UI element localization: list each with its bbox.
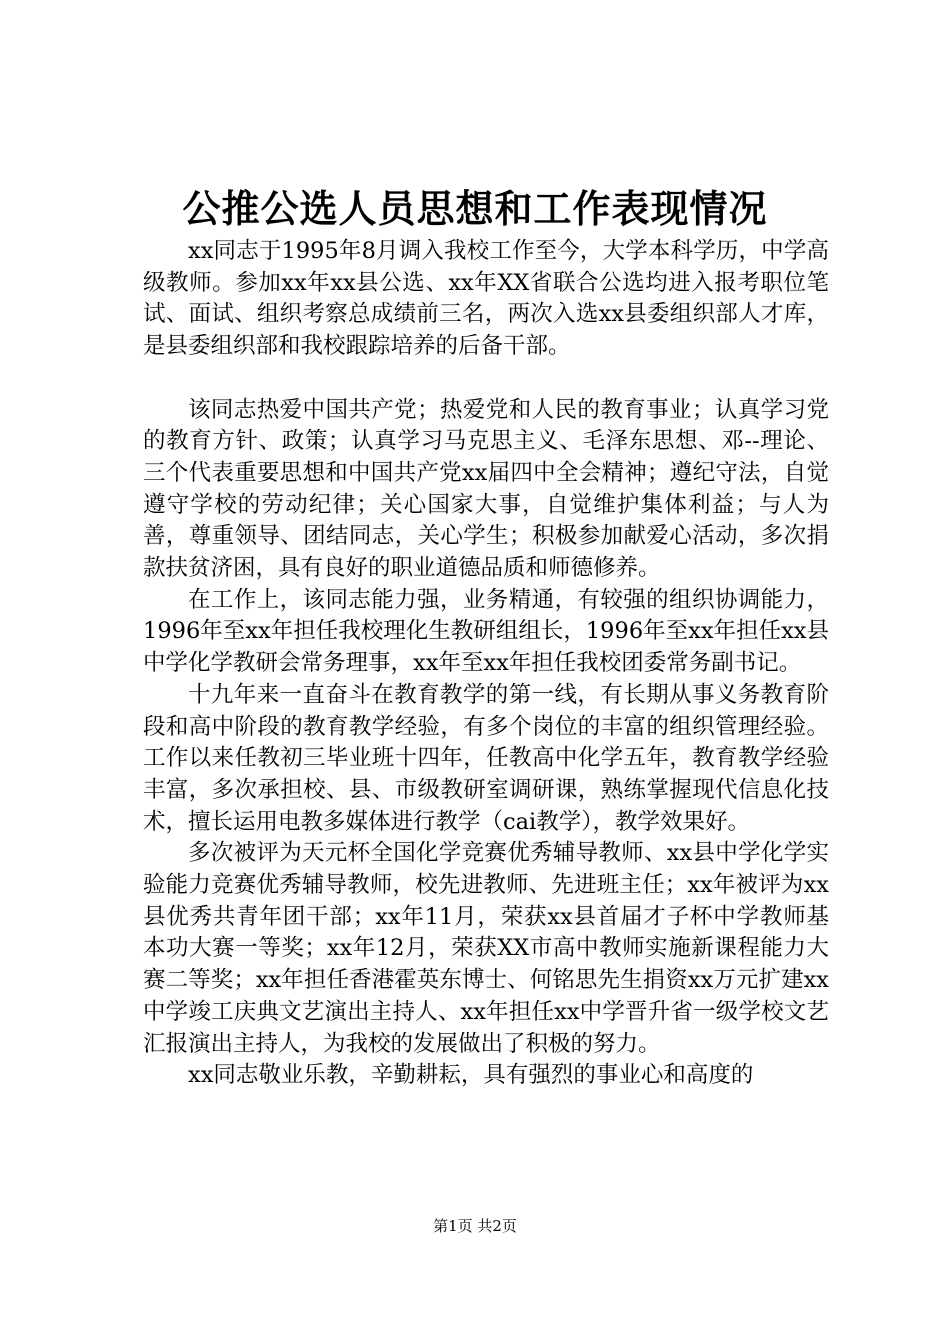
paragraph-5: 多次被评为天元杯全国化学竞赛优秀辅导教师、xx县中学化学实验能力竞赛优秀辅导教师，校先进教师、先进班主任；xx年被评为xx县优秀共青年团干部；xx年11月，荣获xx县首届才子杯中学教师基本功大赛一等奖；xx年12月，荣获XX市高中教师实施新课程能力大赛二等奖；xx年担任香港霍英东博士、何铭思先生捐资xx万元扩建xx中学竣工庆典文艺演出主持人、xx年担任xx中学晋升省一级学校文艺汇报演出主持人，为我校的发展做出了积极的努力。 bbox=[143, 840, 829, 1057]
paragraph-1: xx同志于1995年8月调入我校工作至今，大学本科学历，中学高级教师。参加xx年xx县公选、xx年XX省联合公选均进入报考职位笔试、面试、组织考察总成绩前三名，两次入选xx县委组织部人才库，是县委组织部和我校跟踪培养的后备干部。 bbox=[143, 238, 829, 360]
paragraph-2: 该同志热爱中国共产党；热爱党和人民的教育事业；认真学习党的教育方针、政策；认真学习马克思主义、毛泽东思想、邓--理论、三个代表重要思想和中国共产党xx届四中全会精神；遵纪守法，自觉遵守学校的劳动纪律；关心国家大事，自觉维护集体利益；与人为善，尊重领导、团结同志，关心学生；积极参加献爱心活动，多次捐款扶贫济困，具有良好的职业道德品质和师德修养。 bbox=[143, 396, 829, 582]
document-title: 公推公选人员思想和工作表现情况 bbox=[182, 186, 768, 231]
page-number-footer: 第1页 共2页 bbox=[433, 1217, 517, 1235]
paragraph-3: 在工作上，该同志能力强，业务精通，有较强的组织协调能力，1996年至xx年担任我校理化生教研组组长，1996年至xx年担任xx县中学化学教研会常务理事，xx年至xx年担任我校团委常务副书记。 bbox=[143, 586, 829, 677]
document-body bbox=[143, 236, 829, 1092]
paragraph-4: 十九年来一直奋斗在教育教学的第一线，有长期从事义务教育阶段和高中阶段的教育教学经验，有多个岗位的丰富的组织管理经验。工作以来任教初三毕业班十四年，任教高中化学五年，教育教学经验丰富，多次承担校、县、市级教研室调研课，熟练掌握现代信息化技术，擅长运用电教多媒体进行教学（cai教学），教学效果好。 bbox=[143, 681, 829, 835]
paragraph-6: xx同志敬业乐教，辛勤耕耘，具有强烈的事业心和高度的 bbox=[188, 1062, 754, 1089]
